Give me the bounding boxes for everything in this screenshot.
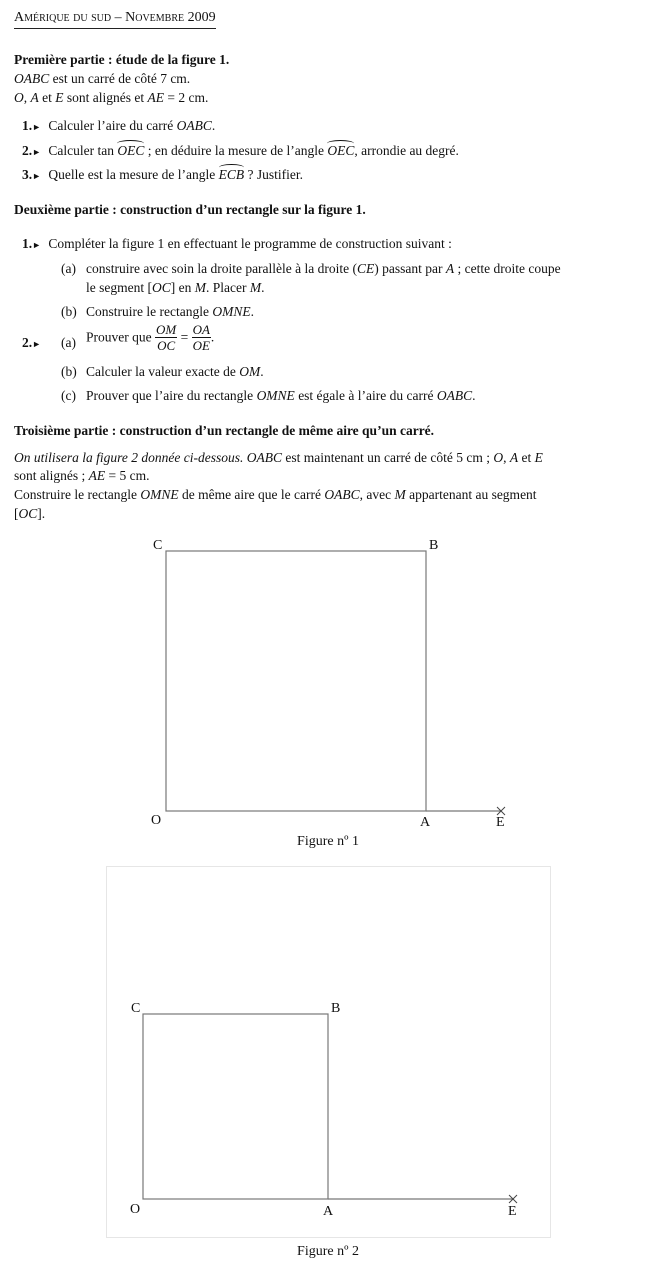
text: Prouver que l’aire du rectangle [86,388,257,403]
text: , arrondie au degré. [354,143,459,158]
text: et [518,450,535,465]
text: de même aire que le carré [178,487,325,502]
text: le segment [ [86,280,152,295]
text: . [260,364,264,379]
text: , [23,90,31,105]
text: est maintenant un carré de côté 5 cm ; [281,450,494,465]
math: M [249,280,262,295]
numerator: OM [155,322,177,337]
label-c: C [153,538,163,553]
figure-1-caption: Figure nº 1 [297,834,359,849]
angle-ecb: ECB [218,167,245,182]
triangle-bullet-icon: ► [32,339,42,349]
math: E [55,90,64,105]
part2-q1a-line2 [86,280,264,296]
text: . [211,118,216,133]
label-o: O [151,813,162,828]
text: Construire le rectangle [86,304,213,319]
part1-question-1 [22,118,215,134]
text: = 5 cm. [105,468,150,483]
part2-title: Deuxième partie : construction d’un rectangle sur la figure 1. [14,202,366,217]
angle-oec: OEC [327,143,355,158]
part2-q1a-label: (a) [61,261,76,276]
label-b: B [429,538,439,553]
triangle-bullet-icon: ► [32,171,42,181]
part2-q2a-label: (a) [61,335,76,350]
part3-line3 [14,487,537,503]
triangle-bullet-icon: ► [32,147,42,157]
text: [ [14,506,19,521]
part2-question-1 [22,236,452,252]
text: Quelle est la mesure de l’angle [48,167,219,182]
math: OABC [436,388,473,403]
math: M [194,280,206,295]
denominator: OE [192,338,210,353]
math: AE [147,90,164,105]
part1-question-3 [22,167,303,183]
part1-title: Première partie : étude de la figure 1. [14,52,230,67]
text: ; cette droite coupe [454,261,561,276]
text: ? Justifier. [244,167,303,182]
text: est un carré de côté 7 cm. [49,71,191,86]
fraction-om-oc [155,322,177,353]
part3-title: Troisième partie : construction d’un rectangle de même aire qu’un carré. [14,423,435,438]
fraction-oa-oe [192,322,211,353]
math: OABC [176,118,212,133]
text: , [503,450,510,465]
text: On utilisera la figure 2 donnée ci-dessous. [14,450,244,465]
label-a: A [323,1204,334,1219]
part3-line1 [14,450,543,466]
part2-q2c-label: (c) [61,388,76,403]
question-number: 2. [22,335,33,350]
math: OABC [324,487,360,502]
text: . Placer [206,280,250,295]
math: OMNE [140,487,179,502]
text: construire avec soin la droite parallèle à la droite ( [86,261,358,276]
text: . [210,329,215,345]
math: O [14,90,24,105]
math-oabc: OABC [14,71,50,86]
part2-q1a-line1 [86,261,561,277]
text: Prouver que [86,329,155,345]
figure-2-caption: Figure nº 2 [297,1244,359,1259]
label-b: B [331,1001,341,1016]
label-o: O [130,1202,141,1217]
figure-1 [0,530,657,860]
math: AE [88,468,106,483]
text: ) passant par [374,261,446,276]
numerator: OA [192,322,210,337]
text: sont alignés et [63,90,148,105]
part1-intro2 [14,90,208,106]
text: . [250,304,254,319]
text: . [261,280,265,295]
label-e: E [508,1204,517,1219]
square-oabc [143,1014,328,1199]
part2-q1b [86,304,254,320]
text: et [38,90,56,105]
part2-question-2-number [22,335,41,351]
text: = 2 cm. [164,90,209,105]
math: O [493,450,504,465]
math: A [30,90,39,105]
question-number: 2. [22,143,33,158]
text: sont alignés ; [14,468,89,483]
math: OM [239,364,261,379]
text: est égale à l’aire du carré [294,388,437,403]
part1-intro1 [14,71,190,87]
math: OC [151,280,171,295]
triangle-bullet-icon: ► [32,240,42,250]
math: OC [18,506,38,521]
text: ; en déduire la mesure de l’angle [144,143,328,158]
part2-q2a [86,322,214,353]
text: Calculer l’aire du carré [48,118,177,133]
text: Calculer tan [48,143,118,158]
text: . [472,388,476,403]
question-number: 3. [22,167,33,182]
part2-q2c [86,388,475,404]
part2-q2b-label: (b) [61,364,77,379]
angle-oec: OEC [117,143,145,158]
label-e: E [496,815,505,830]
label-c: C [131,1001,141,1016]
part3-line4 [14,506,45,522]
math: OABC [246,450,282,465]
text: Construire le rectangle [14,487,141,502]
equals-sign: = [180,329,189,345]
math: E [534,450,543,465]
math: OMNE [256,388,295,403]
part3-line2 [14,468,149,484]
question-number: 1. [22,118,33,133]
text: Compléter la figure 1 en effectuant le programme de construction suivant : [48,236,452,251]
page-header: Amérique du sud – Novembre 2009 [14,10,216,29]
denominator: OC [157,338,176,353]
part2-q2b [86,364,264,380]
text: ]. [37,506,46,521]
square-oabc [166,551,426,811]
math: CE [357,261,375,276]
text: Calculer la valeur exacte de [86,364,240,379]
text: ] en [170,280,195,295]
part2-q1b-label: (b) [61,304,77,319]
text: appartenant au segment [405,487,537,502]
question-number: 1. [22,236,33,251]
text: , avec [359,487,395,502]
math: OMNE [212,304,251,319]
math: A [509,450,519,465]
triangle-bullet-icon: ► [32,122,42,132]
part1-question-2 [22,143,459,159]
math: A [445,261,455,276]
label-a: A [420,815,431,830]
figure-2 [0,990,657,1270]
math: M [394,487,406,502]
